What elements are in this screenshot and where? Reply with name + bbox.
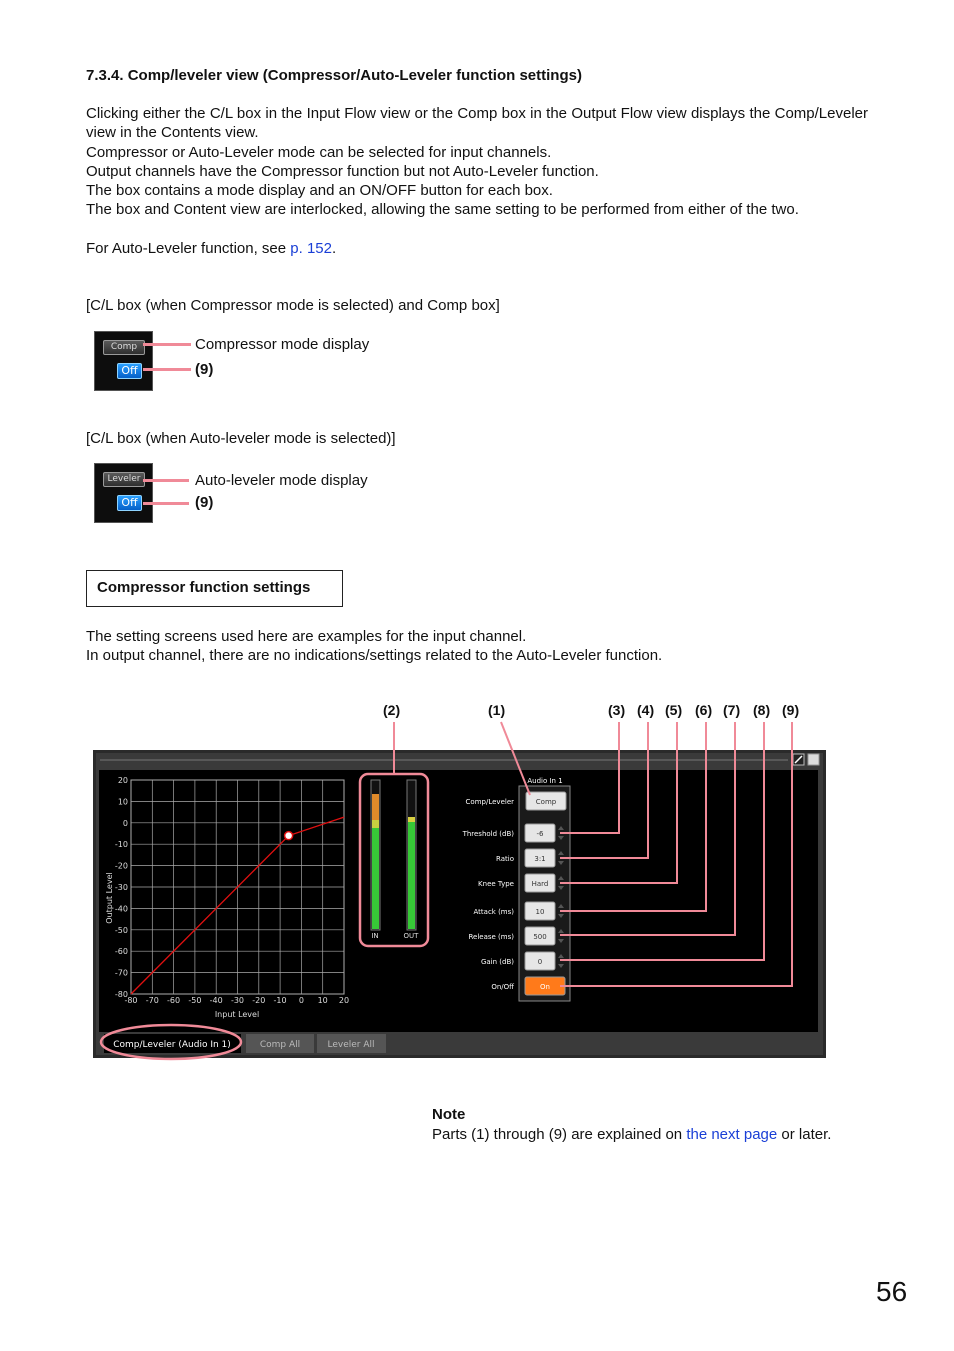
y-tick-label: -80 <box>114 990 128 999</box>
x-tick-label: -80 <box>124 996 138 1005</box>
popout-icon <box>808 754 819 765</box>
tab-comp-all: Comp All <box>259 1040 301 1050</box>
marker-1: (1) <box>488 702 506 718</box>
note-text-suffix: or later. <box>777 1126 832 1143</box>
x-tick-label: -50 <box>188 996 202 1005</box>
note-text <box>432 1126 872 1143</box>
x-tick-label: -40 <box>209 996 223 1005</box>
meter-out-green <box>408 822 415 929</box>
param-label: Attack (ms) <box>473 908 514 916</box>
param-label: On/Off <box>491 983 514 991</box>
param-label: Gain (dB) <box>480 958 514 966</box>
intro-paragraph-2: Compressor or Auto-Leveler mode can be selected for input channels. <box>86 144 552 161</box>
y-tick-label: 20 <box>117 776 128 785</box>
x-tick-label: 20 <box>338 996 350 1005</box>
y-tick-label: 0 <box>122 818 128 828</box>
x-tick-label: -30 <box>230 996 245 1005</box>
y-tick-label: -30 <box>114 883 128 892</box>
y-tick-label: -10 <box>114 840 128 850</box>
x-tick-label: 10 <box>317 996 328 1005</box>
x-tick-label: -10 <box>273 996 287 1005</box>
y-tick-label: -50 <box>114 925 128 935</box>
marker-5: (5) <box>665 702 683 718</box>
comp-box-caption: [C/L box (when Compressor mode is selected) and Comp box] <box>86 297 500 314</box>
comp-onoff-callout: (9) <box>195 361 214 378</box>
threshold-point <box>285 832 293 840</box>
marker-7: (7) <box>723 702 741 718</box>
y-tick-label: -70 <box>114 968 128 978</box>
comp-off-button[interactable]: Off <box>117 363 142 379</box>
y-tick-label: -20 <box>114 861 128 871</box>
y-axis-label: Output Level <box>105 872 114 924</box>
marker-9: (9) <box>782 702 800 718</box>
channel-name: Audio In 1 <box>527 777 563 785</box>
param-value: Comp <box>535 798 557 806</box>
intro-paragraph-1: Clicking either the C/L box in the Input Flow view or the Comp box in the Output Flow view displays the Comp/Leveler view in the Contents view. <box>86 105 868 141</box>
page-number: 56 <box>876 1276 908 1307</box>
x-tick-label: -60 <box>167 996 181 1005</box>
note-link[interactable]: the next page <box>686 1126 778 1143</box>
comp-mode-callout: Compressor mode display <box>195 336 370 353</box>
param-value: -6 <box>536 830 544 838</box>
param-value: On <box>540 983 550 991</box>
reference-link[interactable]: p. 152 <box>290 240 332 257</box>
meter-out-label: OUT <box>403 932 419 940</box>
leveler-box-caption: [C/L box (when Auto-leveler mode is selected)] <box>86 430 396 447</box>
meter-in-yellow <box>372 820 379 828</box>
param-label: Threshold (dB) <box>462 830 514 838</box>
param-value: 0 <box>537 958 543 966</box>
reference-suffix: . <box>332 240 337 257</box>
settings-text-2: In output channel, there are no indications/settings related to the Auto-Leveler function. <box>86 647 663 664</box>
reference-prefix: For Auto-Leveler function, see <box>86 240 291 257</box>
x-tick-label: -20 <box>252 996 266 1005</box>
marker-3: (3) <box>608 702 626 718</box>
y-tick-label: -40 <box>114 904 128 914</box>
x-tick-label: -70 <box>145 996 159 1005</box>
note-title: Note <box>432 1106 466 1123</box>
param-label: Comp/Leveler <box>465 798 514 806</box>
settings-text-1: The setting screens used here are examples for the input channel. <box>86 628 527 645</box>
intro-paragraph-5: The box and Content view are interlocked, allowing the same setting to be performed from either of the two. <box>86 201 799 218</box>
x-axis-label: Input Level <box>214 1010 260 1019</box>
param-label: Release (ms) <box>468 933 514 941</box>
param-value: 10 <box>535 908 545 916</box>
tab-comp-leveler: Comp/Leveler (Audio In 1) <box>113 1040 231 1050</box>
intro-paragraph-4: The box contains a mode display and an ON/OFF button for each box. <box>86 182 553 199</box>
marker-4: (4) <box>637 702 655 718</box>
note-text-prefix: Parts (1) through (9) are explained on <box>432 1126 687 1143</box>
marker-2: (2) <box>383 702 401 718</box>
meter-in-green <box>372 828 379 929</box>
leveler-mode-display: Leveler <box>103 472 145 487</box>
settings-heading: Compressor function settings <box>86 570 343 607</box>
tab-leveler-all: Leveler All <box>327 1040 375 1050</box>
y-tick-label: 10 <box>117 797 128 807</box>
param-value: Hard <box>531 880 549 888</box>
param-value: 3:1 <box>534 855 546 863</box>
param-label: Knee Type <box>478 880 514 888</box>
param-value: 500 <box>533 933 547 941</box>
meter-in-orange <box>372 794 379 820</box>
marker-6: (6) <box>695 702 713 718</box>
leveler-off-button[interactable]: Off <box>117 495 142 511</box>
y-tick-label: -60 <box>114 947 128 957</box>
leveler-mode-callout: Auto-leveler mode display <box>195 472 368 489</box>
x-tick-label: 0 <box>298 996 304 1005</box>
section-title: 7.3.4. Comp/leveler view (Compressor/Auto-Leveler function settings) <box>86 67 582 84</box>
intro-paragraph-3: Output channels have the Compressor function but not Auto-Leveler function. <box>86 163 599 180</box>
comp-mode-display: Comp <box>103 340 145 355</box>
meter-in-label: IN <box>371 932 379 940</box>
param-label: Ratio <box>496 855 514 863</box>
meter-out-yellow <box>408 817 415 822</box>
leveler-onoff-callout: (9) <box>195 494 214 511</box>
marker-8: (8) <box>753 702 771 718</box>
